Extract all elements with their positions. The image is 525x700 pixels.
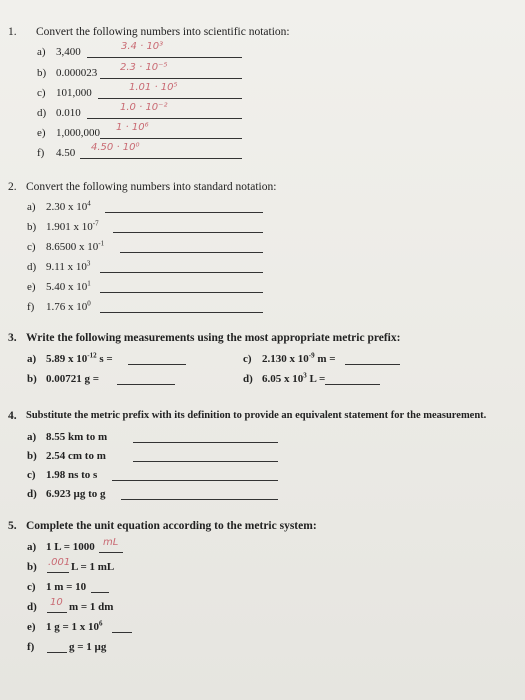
q2-item-label: b): [27, 221, 37, 233]
q1-item-value: 0.010: [56, 107, 81, 119]
q2-item-label: a): [27, 201, 36, 213]
answer-line[interactable]: [100, 78, 242, 79]
answer-line[interactable]: [100, 292, 263, 293]
q3-item-label: a): [27, 353, 37, 365]
answer-line[interactable]: [87, 57, 242, 58]
answer-line[interactable]: [112, 480, 278, 481]
q3-item-label: b): [27, 373, 37, 385]
q4-title: Substitute the metric prefix with its definition to provide an equivalent statement for the measurement.: [26, 410, 487, 421]
answer-line[interactable]: [47, 572, 69, 573]
q2-item-label: d): [27, 261, 37, 273]
q2-item-value: 1.901 x $10^{-7}$: [46, 219, 99, 233]
q2-item-value: 1.76 x $10^0$: [46, 299, 91, 313]
q1-item-label: a): [37, 46, 46, 58]
answer-line[interactable]: [117, 384, 175, 385]
q5-number: 5.: [8, 520, 17, 532]
q3-item-value: 5.89 x $10^{-12}$ s =: [46, 351, 113, 365]
q1-number: 1.: [8, 26, 17, 38]
answer-line[interactable]: [113, 232, 263, 233]
q1-item-label: e): [37, 127, 46, 139]
answer-line[interactable]: [112, 632, 132, 633]
q5-item-suffix: m = 1 dm: [69, 601, 114, 613]
q4-item-label: c): [27, 469, 36, 481]
q5-item-suffix: L = 1 mL: [71, 561, 115, 573]
q4-number: 4.: [8, 410, 17, 422]
answer-line[interactable]: [325, 384, 380, 385]
q2-number: 2.: [8, 181, 17, 193]
answer-line[interactable]: [47, 652, 67, 653]
q2-item-label: c): [27, 241, 36, 253]
q3-item-value: 0.00721 g =: [46, 373, 100, 385]
answer-line[interactable]: [80, 158, 242, 159]
q1-item-value: 101,000: [56, 87, 92, 99]
q4-item-value: 2.54 cm to m: [46, 450, 106, 462]
answer-line[interactable]: [91, 592, 109, 593]
q1-title: Convert the following numbers into scientific notation:: [36, 26, 290, 38]
handwritten-answer: 1.0 · 10⁻²: [120, 102, 168, 113]
handwritten-answer: mL: [103, 537, 119, 548]
q4-item-label: b): [27, 450, 37, 462]
handwritten-answer: 1 · 10⁶: [116, 122, 149, 133]
q5-item-prefix: 1 g = 1 x $10^6$: [46, 619, 103, 633]
q1-item-label: d): [37, 107, 47, 119]
answer-line[interactable]: [121, 499, 278, 500]
q3-item-value: 6.05 x $10^3$ L =: [262, 371, 326, 385]
answer-line[interactable]: [120, 252, 263, 253]
q5-item-suffix: g = 1 µg: [69, 641, 107, 653]
q1-item-label: f): [37, 147, 45, 159]
q2-item-value: 5.40 x $10^1$: [46, 279, 91, 293]
answer-line[interactable]: [100, 138, 242, 139]
answer-line[interactable]: [99, 552, 123, 553]
q2-item-value: 8.6500 x $10^{-1}$: [46, 239, 105, 253]
q3-title: Write the following measurements using the most appropriate metric prefix:: [26, 332, 401, 344]
q5-item-label: d): [27, 601, 37, 613]
q2-item-value: 9.11 x $10^3$: [46, 259, 91, 273]
q5-item-label: b): [27, 561, 37, 573]
q1-item-value: 3,400: [56, 46, 81, 58]
answer-line[interactable]: [47, 612, 67, 613]
handwritten-answer: 2.3 · 10⁻⁵: [120, 62, 168, 73]
answer-line[interactable]: [128, 364, 186, 365]
q4-item-value: 1.98 ns to s: [46, 469, 98, 481]
q1-item-value: 1,000,000: [56, 127, 100, 139]
q5-item-prefix: 1 L = 1000: [46, 541, 95, 553]
q1-item-label: b): [37, 67, 47, 79]
q5-item-label: a): [27, 541, 37, 553]
handwritten-answer: 4.50 · 10⁰: [91, 142, 140, 153]
q4-item-label: d): [27, 488, 37, 500]
handwritten-answer: 1.01 · 10⁵: [129, 82, 178, 93]
q1-item-value: 0.000023: [56, 67, 98, 79]
answer-line[interactable]: [87, 118, 242, 119]
answer-line[interactable]: [133, 442, 278, 443]
q4-item-value: 6.923 µg to g: [46, 488, 106, 500]
q3-item-label: d): [243, 373, 253, 385]
answer-line[interactable]: [100, 312, 263, 313]
q1-item-label: c): [37, 87, 46, 99]
answer-line[interactable]: [133, 461, 278, 462]
answer-line[interactable]: [100, 272, 263, 273]
q2-item-label: e): [27, 281, 36, 293]
q5-item-label: e): [27, 621, 36, 633]
handwritten-answer: 10: [50, 597, 63, 608]
q1-item-value: 4.50: [56, 147, 76, 159]
q5-item-label: c): [27, 581, 36, 593]
answer-line[interactable]: [345, 364, 400, 365]
q5-item-label: f): [27, 641, 35, 653]
q3-number: 3.: [8, 332, 17, 344]
q3-item-value: 2.130 x $10^{-9}$ m =: [262, 351, 336, 365]
q2-item-value: 2.30 x $10^4$: [46, 199, 91, 213]
q4-item-value: 8.55 km to m: [46, 431, 108, 443]
answer-line[interactable]: [98, 98, 242, 99]
handwritten-answer: 3.4 · 10³: [121, 41, 164, 52]
answer-line[interactable]: [105, 212, 263, 213]
q3-item-label: c): [243, 353, 252, 365]
handwritten-answer: .001: [48, 557, 71, 568]
q5-item-prefix: 1 m = 10: [46, 581, 87, 593]
q2-item-label: f): [27, 301, 35, 313]
q5-title: Complete the unit equation according to the metric system:: [26, 520, 317, 532]
q2-title: Convert the following numbers into standard notation:: [26, 181, 277, 193]
q4-item-label: a): [27, 431, 37, 443]
